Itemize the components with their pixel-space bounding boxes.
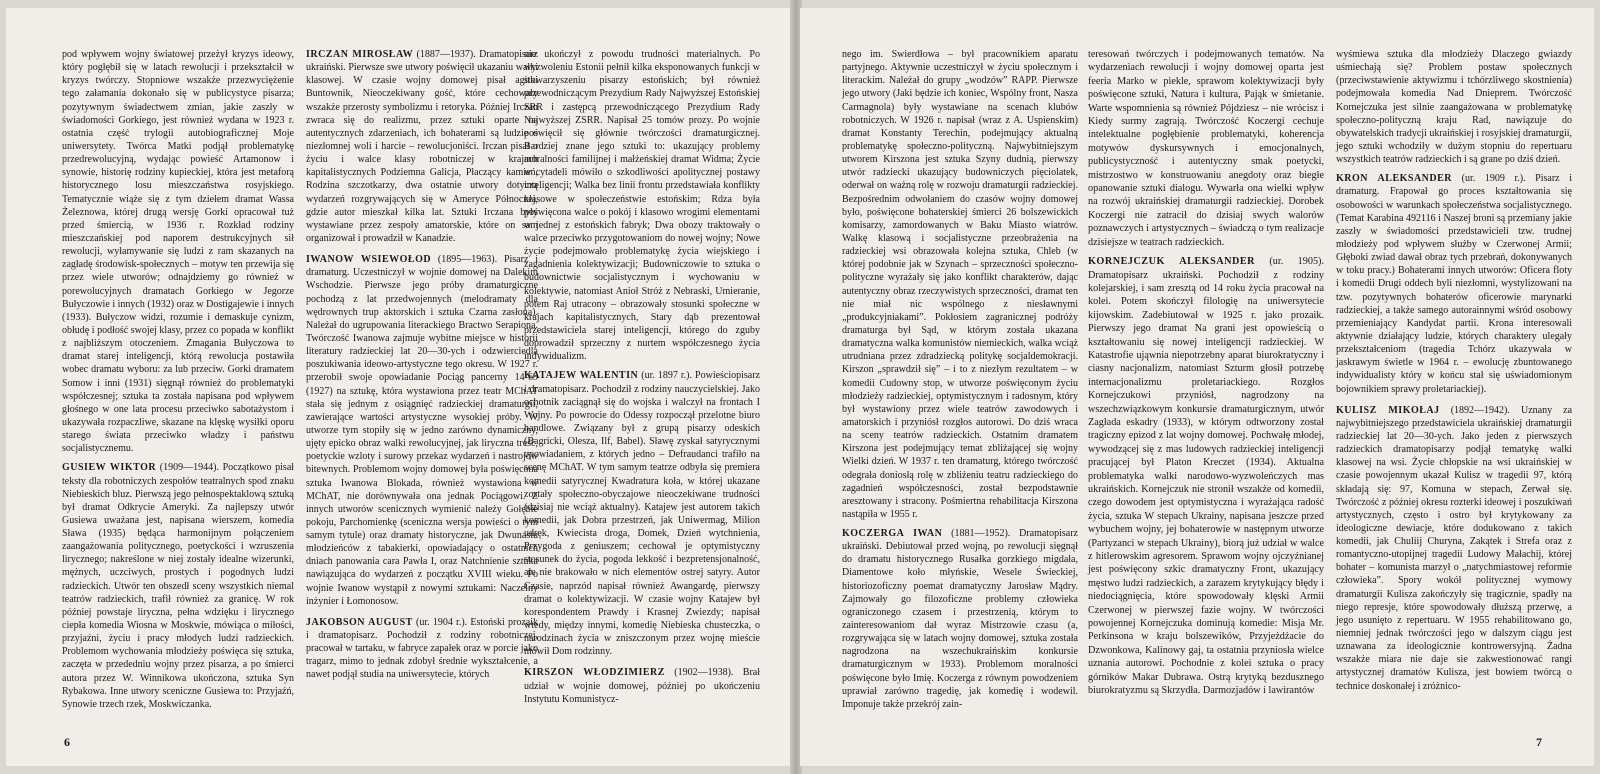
entry-dates: (ur. 1909 r.). [1461, 173, 1526, 185]
entry-text: Pisarz i dramaturg. Frapował go proces kształtowania się osobowości w warunkach społeczeństwa socjalistycznego. (Temat Karabina 492116 i Naszej broni są przemiany jakie zaszły w świadomości przedstawicieli tzw. trudnej młodzieży pod wpływem służby w Czerwonej Armii; Głęboki zwiad dawał obraz tych przebrań, dokonywanych w toku pracy.) Bohaterami innych utworów: Oficera floty i komedii Drugi oddech byli niezłomni, wystylizowani na tzw. pozytywnych bohaterów oficerowie marynarki radzieckiej, a także samego autorainnymi wśród osobowy przemieniający Kandydat partii. Krona interesowali aktywnie działający ludzie, których charaktery ulegały przekształceniom (tragedia Tchórz ukazywała w jaskrawym świetle w 1964 r. – ewolucję zbuntowanego indywidualisty który w końcu stał się uświadomionym bojownikiem sprawy proletariackiej). [1336, 173, 1572, 395]
entry-text: Powieściopisarz i dramatopisarz. Pochodził z rodziny nauczycielskiej. Jako ochotnik zaciągnął się do wojska i walczył na frontach I Wojny. Po powrocie do Odessy rozpoczął przelotne biuro handlowe. Związany był z grupą pisarzy odeskich (Bagricki, Olesza, Ilf, Babel). Sławę zyskał satyrycznymi opowiadaniem, z których jedno – Defraudanci trafiło na scenę MChAT. W tym samym teatrze odbyła się premiera komedii satyrycznej Kwadratura koła, w której ukazane zostały społeczno-obyczajowe nieoczekiwane trudności (dzisiaj nie wciąż aktualny). Katajew jest autorem takich komedii, jak Dobra przestrzeń, jak Uniwermag, Milion udręk, Kwiecista droga, Domek, Dzień wytchnienia, Przygoda z geniuszem; cechował je optymistyczny stosunek do życia, pogoda lekkość i bezpretensjonalność, ale nie brakowało w nich elementów ostrej satyry. Autor Czasie, naprzód napisał również Awangardę, pierwszy dramat o kolektywizacji. W czasie wojny Katajew był korespondentem Prawdy i Krasnej Zwiezdy; napisał wtedy, między innymi, komedię Niebieska chusteczka, o narodzinach życia w zniszczonym przez wojnę mieście mówił Dom rodzinny. [524, 370, 761, 658]
entry-dates: (1902—1938). [674, 667, 734, 679]
entry-text: Brał udział w wojnie domowej, później po ukończeniu Instytutu Komunistycz- [524, 667, 760, 705]
entry-dates: (1881—1952). [951, 528, 1011, 540]
entry-dates: (ur. 1897 r.). [641, 370, 692, 382]
entry-heading: KATAJEW WALENTIN [524, 370, 639, 382]
dictionary-entry [306, 616, 538, 682]
entry-dates: (ur. 1905). [1269, 256, 1324, 268]
page-number-right: 7 [1536, 735, 1542, 749]
paragraph: pod wpływem wojny światowej przeżył kryzys ideowy, który pogłębił się w latach rewolucji i przekształcił w kryzys twórczy. Stopniowe wszakże przezwyciężenie tego załamania dokonało się w publicystyce pisarza; pozytywnym świadectwem zmian, jakie zaszły w świadomości Gorkiego, jest również wydana w 1923 r. ostatnia część trylogii autobiograficznej Moje uniwersytety. Twórca Matki podjął problematykę przedrewolucyjną, wydając powieść Artamonow i synowie, historię rodziny kupieckiej, która jest metaforą historycznego losu mieszczaństwa rosyjskiego. Tematycznie wiąże się z tym dziełem dramat Wassa Żeleznowa, której drugą wersję Gorki opracował tuż przed śmiercią, w 1936 r. Rozkład rodziny mieszczańskiej pod naporem destrukcyjnych sił rewolucji, wyłamywanie się ludzi z ram skazanych na zagładę środowisk-społecznych – motyw ten przewija się przez wiele utworów; odnajdziemy go również w porewolucyjnych dramatach Gorkiego w Jegorze Bułyczowie i innych (1932) oraz w Dostigajewie i innych (1933). Bułyczow widzi, rozumie i demaskuje cynizm, obłudę i podłość swojej klasy, przez co popada w konflikt z najbliższym otoczeniem. Zmagania Bułyczowa to dramat starej inteligencji, którą rewolucja postawiła wobec dramatu wyboru: za lub przeciw. Gorki dramatem Somow i inni (1931) sięgnął również do problematyki współczesnej; sztuka ta została napisana pod wpływem głośnego w one lata procesu przeciwko sabotażystom i ukazywała rozpaczliwe, skazane na klęskę wysiłki oporu starego świata przeciwko władzy i państwu socjalistycznemu. [62, 49, 294, 455]
dictionary-entry [1336, 172, 1572, 395]
entry-heading: IWANOW WSIEWOŁOD [306, 254, 432, 266]
right-column-3 [1336, 48, 1572, 701]
entry-heading: IRCZAN MIROSŁAW [306, 49, 414, 60]
dictionary-entry [1336, 404, 1572, 693]
entry-heading: GUSIEW WIKTOR [62, 462, 157, 474]
entry-heading: KRON ALEKSANDER [1336, 173, 1453, 185]
dictionary-entry [524, 666, 760, 705]
entry-heading: KIRSZON WŁODZIMIERZ [524, 667, 665, 679]
dictionary-entry [524, 369, 760, 658]
entry-heading: JAKOBSON AUGUST [306, 616, 413, 628]
entry-heading: KULISZ MIKOŁAJ [1336, 404, 1440, 416]
entry-dates: (1887—1937). [416, 49, 476, 60]
page-number-left: 6 [64, 735, 70, 749]
entry-text: Początkowo pisał teksty dla robotniczych zespołów teatralnych spod znaku Niebieskich bluz. Pierwszą jego pełnospektaklową sztuką był dramat Odkrycie Ameryki. Za najlepszy utwór Gusiewa uważana jest, napisana wierszem, komedia Sława (1935) będąca harmonijnym połączeniem zaangażowania politycznego, poetyckości i wzruszenia lirycznego; nakreślone w niej zostały idealne wizerunki, mężnych, uczciwych, prostych i pogodnych ludzi radzieckich. Utwór ten obszedł sceny wszystkich niemal teatrów radzieckich, trafił również za granicę. W rok później powstaje liryczna, pełna wdzięku i lirycznego ciepła komedia Wiosna w Moskwie, mówiąca o miłości, przyjaźni, życiu i pracy młodych ludzi radzieckich. Problemom wychowania młodzieży poświęca się sztuka, zaczęta w przededniu wojny przez pisarza, a po śmierci autora przez W. Winnikowa ukończona, sztuka Syn Rybakowa. Inne utwory sceniczne Gusiewa to: Przyjaźń, Synowie trzech rzek, Moskwiczanka. [62, 462, 295, 710]
right-column-2 [1088, 48, 1324, 706]
right-page [800, 8, 1594, 766]
dictionary-entry [62, 461, 294, 711]
left-page [6, 8, 792, 766]
dictionary-entry [842, 527, 1078, 711]
entry-text: Dramatopisarz ukraiński. Debiutował przed wojną, po rewolucji sięgnął do dramatu historycznego Rusałka gorzkiego migdała, Diamentowe koło młyńskie, Wesele Świeckiej, historiozoficzny poemat dramatyczny Jarosław Mądry. Zajmowały go filozoficzne problemy człowieka ograniczonego czasem i przestrzenią, którym to zainteresowaniom dał wyraz Mistrzowie czasu (a, rozgrywająca się w latach wojny domowej, sztuka została nagrodzona na wszechukraińskim konkursie dramaturgicznym w 1933). Problemom moralności poświęcone było Imię. Koczerga z równym powodzeniem uprawiał zarówno tragedię, jak komedię i wodewil. Imponuje także przekrój zain- [842, 528, 1078, 710]
entry-text: Uznany za najwybitniejszego przedstawiciela ukraińskiej dramaturgii radzieckiej lat 20—30-ych. Jako jeden z pierwszych radzieckich dramatopisarzy podjął tematykę walki klasowej na wsi. Życie chłopskie na wsi ukraińskiej w czasie powojennym ukazał Kulisz w tragedii 97, którą składają się: 97, Komuna w stepach, Zerwał się. Twórczość z później okresu rozterki ideowej i poszukiwań artystycznych, często i ostro był krytykowany za ideologiczne dewiacje, które dodukowano z takich komedii, jak Chuliij Churyna, Zakątek i Strefa oraz z romantyczno-utopijnej tragedii Ludowy Małachij, której bohater – komunista marzył o „natychmiastowej reformie człowieka”. Spory wokół politycznej wymowy dramaturgii Kulisza zakończyły się tragicznie, spadły na niego represje, które spowodowały dłuższą przerwę, a jego usunięto z repertuaru. W 1955 rehabilitowano go, niemniej jednak twórczości jego w dalszym ciągu jest uznawana za ideologicznie kontrowersyjną. Żadna wszakże miara nie daje sie zakwestionować rangi artystycznej dramatów Kulisza, jest bowiem twórcą o technice doskonałej i zróżnico- [1336, 404, 1573, 692]
paragraph: teresowań twórczych i podejmowanych tematów. Na wydarzeniach rewolucji i wojny domowej oparta jest feeria Marko w piekle, sprawom kolektywizacji były poświęcone sztuki, Natura i kultura, Pająk w śmietanie. Warte wspomnienia są również Pójdziesz – nie wrócisz i Kiedy surmy zagrają. Twórczość Koczergi cechuje intelektualne pogłębienie problematyki, koherencja motywów dyskursywnych i emocjonalnych, publicystyczność i autentyczny smak poetycki, mistrzostwo w konstruowaniu anegdoty oraz biegłe opanowanie sztuki dialogu. Wywarła ona wielki wpływ na rozwój ukraińskiej dramaturgii radzieckiej. Dorobek Koczergi nie zatracił do dzisiaj swych walorów poznawczych i artystycznych – świadczą o tym realizacje dzisiejsze w teatrach radzieckich. [1088, 49, 1324, 248]
right-column-1 [842, 48, 1078, 719]
paragraph: wyśmiewa sztuka dla młodzieży Dlaczego gwiazdy uśmiechają się? Problem postaw społecznych (przeciwstawienie aktywizmu i tchórzliwego skostnienia) podejmowała komedia Nad Dnieprem. Twórczość Kornejczuka jest silnie zaangażowana w problematykę społeczno-polityczną kraju Rad, nawiązuje do obywatelskich tradycji ukraińskiej i rosyjskiej dramaturgii, jego sztuki wchodziły w dużym stopniu do repertuaru wszystkich teatrów radzieckich i są grane po dziś dzień. [1336, 49, 1572, 166]
entry-dates: (ur. 1904 r.). [416, 616, 468, 628]
entry-heading: KOCZERGA IWAN [842, 528, 943, 540]
left-column-3 [524, 48, 760, 714]
entry-text: Estoński prozaik i dramatopisarz. Pochodził z rodziny robotniczej, pracował w tartaku, w fabryce zapałek oraz w porcie jako tragarz, mimo to jednak zdobył średnie wykształcenie, a nawet podjął studia na uniwersytecie, których [306, 616, 539, 681]
entry-text: Dramatopisarz ukraiński. Pierwsze swe utwory poświęcił ukazaniu walki klasowej. W czasie wojny domowej pisał agitki Buntownik, Nieoczekiwany gość, które cechowały wszakże przerosty symbolizmu i retoryka. Później Irczan zwraca się do realizmu, przez sztuki oparte na autentycznych zdarzeniach, ich bohaterami są ludzie o niezłomnej woli i harcie – rewolucjoniści. Irczan pisał o życiu i walce klasy robotniczej w krajach kapitalistycznych Podziemna Galicja, Płaczący kamień, Rodzina szczotkarzy, dwa ostatnie utwory dotyczą wydarzeń rozgrywających się w Ameryce Północnej, gdzie autor mieszkał kilka lat. Sztuki Irczana były wystawiane przez zespoły amatorskie, które on sam organizował i prowadził w Kanadzie. [306, 49, 539, 244]
left-column-1 [62, 48, 294, 719]
paragraph: nego im. Swierdłowa – był pracownikiem aparatu partyjnego. Aktywnie uczestniczył w życiu społecznym i literackim. Należał do grupy „wodzów” RAPP. Pierwsze jego utwory (Jaki będzie ich koniec, Wspólny front, Nasza Carmagnola) były wystawiane na scenach klubów robotniczych. W 1926 r. napisał (wraz z A. Uspienskim) dramat Konstanty Terechin, podejmujący aktualną problematykę społeczno-polityczną. Najwybitniejszym utworem Kirszona jest sztuka Szyny dudnią, pierwszy utwór radziecki ukazujący budowniczych pięciolatek, oderwał on ważną rolę w rozwoju dramaturgii radzieckiej. Bezpośrednim odwołaniem do czasów wojny domowej było, poświęcone bohaterskiej śmierci 26 bolszewickich komisarzy, zamordowanych w Baku Miasto wiatrów. Walkę klasową i socjalistyczne przeobrażenia na radzieckiej wsi obrazowała kolejna sztuka, Chleb (w której podobnie jak w Szynach – sprzeczności społeczno-polityczne wyrażały się jako konflikt charakterów, dając autentyczny obraz rzeczywistych sprzeczności, dramat ten nie miał nic wspólnego z niesławnymi „produkcyjniakami”. Pokłosiem zagranicznej podróży dramaturga był Sąd, w którym została ukazana dramatyczna walka komunistów niemieckich, walka wciąż utrudniana przez zdradziecką politykę socjaldemokracji. Kirszon „sprawdził się” – i to z niezłym rezultatem – w komedii Cudowny stop, w utworze poświęconym życiu młodzieży radzieckiej, optymistycznym i radosnym, który był wystawiony przez wiele teatrów zawodowych i amatorskich i przyniósł rozgłos autorowi. Do dziś wraca na sceny teatrów radzieckich. Ostatnim dramatem Kirszona jest podejmujący temat zbliżającej się wojny Wielki dzień. W 1937 r. ten dramaturg, którego twórczość odegrała doniosłą rolę w zbliżeniu teatru radzieckiego do zagadnień współczesności, został bezpodstawnie aresztowany i stracony. Pośmiertna rehabilitacja Kirszona nastąpiła w 1955 r. [842, 49, 1078, 520]
left-column-2 [306, 48, 538, 690]
paragraph: nie ukończył z powodu trudności materialnych. Po wyzwoleniu Estonii pełnił kilka eksponowanych funkcji w stowarzyszeniu pisarzy estońskich; był również przewodniczącym Prezydium Rady Najwyższej Estońskiej SRR i zastępcą przewodniczącego Prezydium Rady Najwyższej ZSRR. Napisał 25 tomów prozy. Po wojnie poświęcił się głównie twórczości dramaturgicznej. Bardziej znane jego sztuki to: ukazujący problemy moralności familijnej i małżeńskiej dramat Widma; Życie w cytadeli mówiło o szkodliwości apolitycznej postawy inteligencji; Walka bez linii frontu przedstawiała konflikty klasowe w społeczeństwie estońskim; Rdza była poświęcona walce o pokój i klasowo wrogimi elementami w jednej z estońskich fabryk; Dwa obozy traktowały o walce przeciwko przygotowaniom do nowej wojny; Nowe życie podejmowało problematykę życia wiejskiego i zagadnienia kolektywizacji; Budowniczowie to sztuka o budownictwie socjalistycznym i wychowaniu w kolektywie, natomiast Anioł Stróż z Nebraski, Umieranie, potem Raj utracony – obrazowały stosunki społeczne w krajach kapitalistycznych, Stary dąb prezentował przedstawiciela starej inteligencji, którego do zguby doprowadził sprzeczny z nurtem współczesnego życia indywidualizm. [524, 49, 760, 363]
entry-dates: (1892—1942). [1450, 404, 1510, 416]
entry-heading: KORNEJCZUK ALEKSANDER [1088, 256, 1255, 268]
dictionary-entry [1088, 255, 1324, 697]
entry-text: Pisarz i dramaturg. Uczestniczył w wojnie domowej na Dalekim Wschodzie. Pierwsze jego próby dramaturgiczne pochodzą z lat przedwojennych (melodramaty dla wędrownych trup aktorskich i sztuka Czarna zasłona). Należał do ugrupowania literackiego Bractwo Serapiona. Twórczość Iwanowa zajmuje wybitne miejsce w historii literatury radzieckiej lat 20—30-ych i odzwierciedla poszukiwania ideowo-artystyczne tego okresu. W 1927 r. przerobił swoje opowiadanie Pociąg pancerny 14-69 (1927) na sztukę, która wystawiona przez teatr MChAT stała się jednym z osiągnięć radzieckiej dramaturgii, zawierające wartości artystyczne wysokiej próby. W utworze tym stopiły się w jedno zarówno dynamiczny, ujęty epicko obraz walki rewolucyjnej, jak liryczna treść, poetyckie wzloty i surowy przekaz wydarzeń i nastrojów bitewnych. Problemom wojny domowej była poświęcona sztuka Iwanowa Blokada, również wystawiona w MChAT, nie dorównywała ona jednak Pociągowi. Z innych utworów scenicznych wymienić należy Gołębie pokoju, Parchomienkę (sceniczna wersja powieści o tym samym tytule) oraz dramaty historyczne, jak Dwunastu młodzieńców z tabakierki, opowiadający o ostatnich dniach panowania cara Pawła I, oraz Natchnienie sztuka nawiązująca do wydarzeń z początku XVIII wieku. Po wojnie Iwanow wystąpił z nowymi sztukami: Naczelny inżynier i Łomonosow. [306, 254, 539, 607]
dictionary-entry [306, 253, 538, 608]
entry-text: Dramatopisarz ukraiński. Pochodził z rodziny kolejarskiej, i sam zresztą od 14 roku życia pracował na kolei. Potem skończył filologię na uniwersytecie kijowskim. Zadebiutował w 1925 r. jako prozaik. Pierwszy jego dramat Na grani jest opowieścią o kształtowaniu się nowej inteligencji radzieckiej. W Katastrofie ująwnia niepotrzebny aparat biurokratyczny i ciasny nacjonalizm, natomiast Szturm głosił potrzebę internacjonalizmu proletariackiego. Rozgłos Kornejczukowi przyniósł, nagrodzony na wszechzwiązkowym konkursie dramaturgicznym, utwór Zagłada eskadry (1933), w którym odtworzony został tragiczny epizod z lat wojny domowej. Pochwałę młodej, wywodzącej się z mas ludowych radzieckiej inteligencji pracującej był Platon Kreczet (1934). Aktualna problematyka walki narodowo-wyzwoleńczych mas ukraińskich. Kornejczuk nie stronił wszakże od komedii, czego dowodem jest optymistyczna i wyrażająca radość życia, sztuka W stepach Ukrainy, napisana jeszcze przed wybuchem wojny, jej bohaterowie w następnym utworze (Partyzanci w stepach Ukrainy), biorą już udział w walce z hitlerowskim agresorem. Sprawom wojny ojczyźnianej jest poświęcony szkic dramatyczny Front, ukazujący męstwo ludzi radzieckich, a zarazem krytykujący błędy i niedociągnięcia, które spowodowały klęski Armii Czerwonej w pierwszej fazie wojny. W twórczości powojennej Kornejczuka dominują komedie: Misja Mr. Perkinsona w kraju bolszewików, Przyjeżdżacie do Dzwonkowa, Kalinowy gaj, ta ostatnia przyniosła wielce uznania autorowi. Pochodnie z kolei sztuka o pracy górników Makar Dubrawa. Ostrą krytyką bezdusznego biurokratyzmu są Skrzydła. Darmozjadów i lawirantów [1088, 269, 1324, 697]
dictionary-entry [306, 48, 538, 245]
entry-dates: (1895—1963). [437, 254, 498, 266]
entry-dates: (1909—1944). [159, 462, 219, 474]
